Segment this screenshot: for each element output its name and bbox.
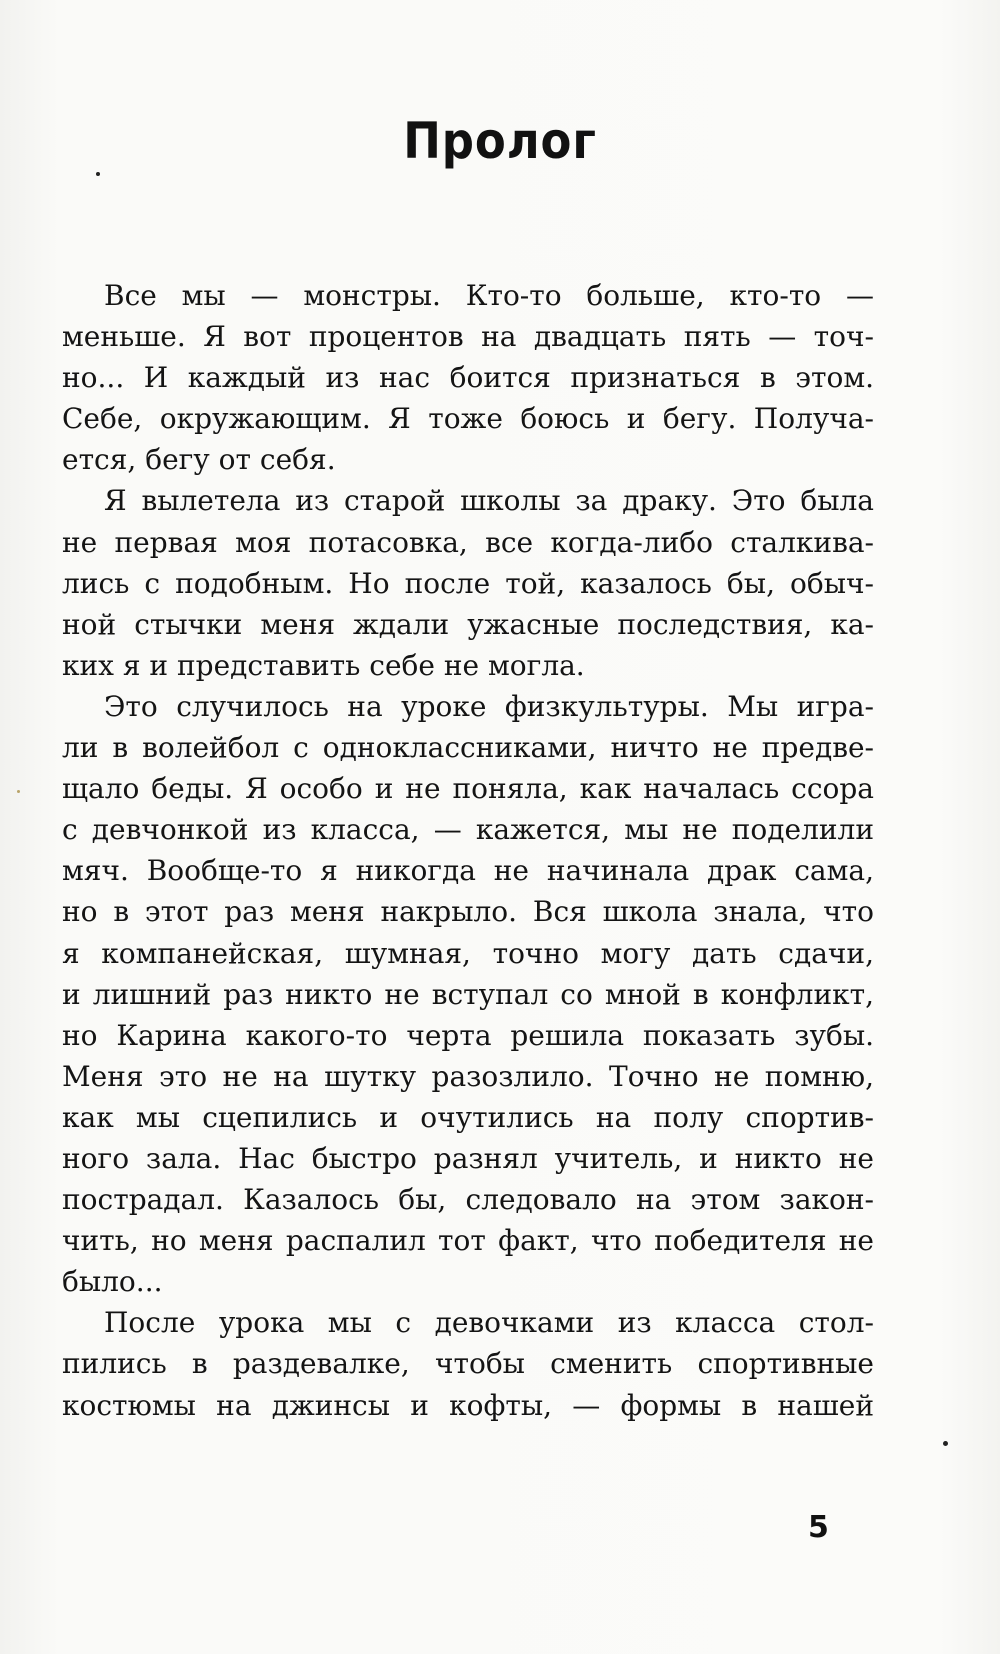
text-line: ется, бегу от себя. <box>62 443 336 477</box>
text-line: щало беды. Я особо и не поняла, как началась ссора <box>62 772 874 806</box>
body-text <box>62 275 874 1426</box>
text-line: Это случилось на уроке физкультуры. Мы игра- <box>104 689 874 723</box>
text-line: и лишний раз никто не вступал со мной в конфликт, <box>62 977 874 1011</box>
text-line: я компанейская, шумная, точно могу дать сдачи, <box>62 936 874 970</box>
text-line: ких я и представить себе не могла. <box>62 648 585 682</box>
text-line: не первая моя потасовка, все когда-либо сталкива- <box>62 525 874 559</box>
text-line: костюмы на джинсы и кофты, — формы в нашей <box>62 1388 874 1422</box>
text-line: меньше. Я вот процентов на двадцать пять — точ- <box>62 320 874 354</box>
text-line: с девчонкой из класса, — кажется, мы не поделили <box>62 813 874 847</box>
text-line: Меня это не на шутку разозлило. Точно не помню, <box>62 1059 874 1093</box>
text-line: Я вылетела из старой школы за драку. Это была <box>104 484 874 518</box>
page-number: 5 <box>808 1510 829 1545</box>
text-line: как мы сцепились и очутились на полу спортив- <box>62 1100 874 1134</box>
text-line: Все мы — монстры. Кто-то больше, кто-то — <box>104 279 874 312</box>
text-line: чить, но меня распалил тот факт, что победителя не <box>62 1224 874 1258</box>
text-line: но Карина какого-то черта решила показать зубы. <box>62 1018 874 1052</box>
text-line: лись с подобным. Но после той, казалось бы, обыч- <box>62 566 874 600</box>
text-line: пострадал. Казалось бы, следовало на этом закон- <box>62 1183 874 1217</box>
text-line: ного зала. Нас быстро разнял учитель, и никто не <box>62 1141 874 1175</box>
text-line: ной стычки меня ждали ужасные последствия, ка- <box>62 607 874 641</box>
text-line: но в этот раз меня накрыло. Вся школа знала, что <box>62 895 874 929</box>
text-line: ли в волейбол с одноклассниками, ничто не предве- <box>62 731 874 765</box>
ink-speck <box>96 172 100 176</box>
text-line: После урока мы с девочками из класса стол- <box>104 1306 874 1340</box>
text-line: мяч. Вообще-то я никогда не начинала драк сама, <box>62 854 874 888</box>
text-line: было... <box>62 1265 163 1299</box>
ink-speck <box>943 1441 948 1446</box>
ink-speck <box>17 790 20 793</box>
chapter-title: Пролог <box>403 112 597 170</box>
text-line: но... И каждый из нас боится признаться в этом. <box>62 361 874 395</box>
text-line: Себе, окружающим. Я тоже боюсь и бегу. Получа- <box>62 402 874 436</box>
text-line: пились в раздевалке, чтобы сменить спортивные <box>62 1347 874 1381</box>
